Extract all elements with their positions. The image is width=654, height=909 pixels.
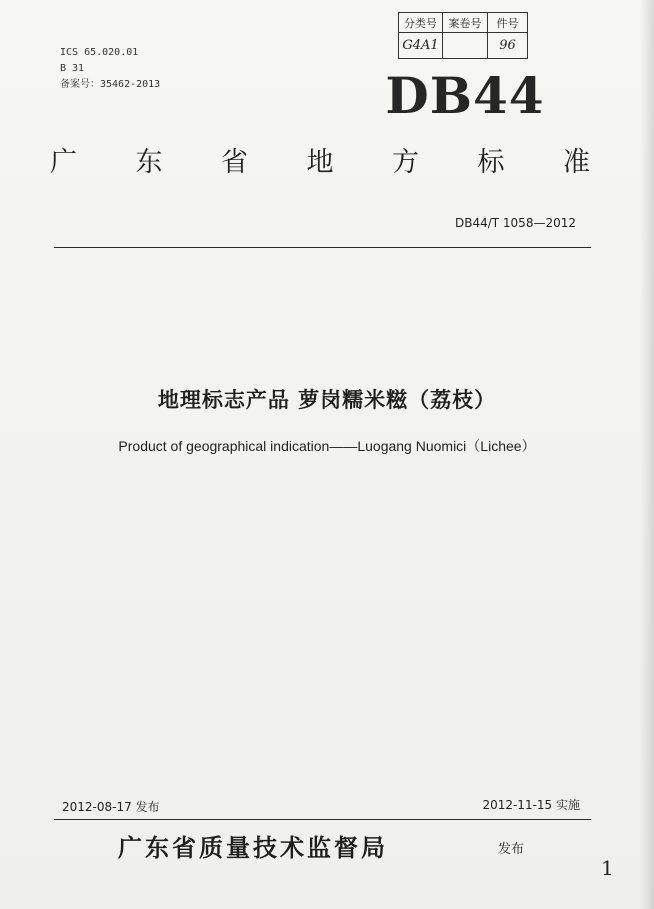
- stamp-value-file: [443, 33, 488, 58]
- issue-label: 发布: [498, 842, 525, 857]
- archive-stamp: [398, 12, 528, 59]
- db-mark-logo: DB44: [385, 66, 545, 125]
- header-char: 东: [135, 147, 163, 178]
- title-chinese: 地理标志产品 萝岗糯米糍（荔枝）: [157, 388, 497, 412]
- stamp-header-category: 分类号: [399, 13, 443, 33]
- bottom-divider: [54, 819, 591, 820]
- classification-meta: [60, 45, 160, 93]
- header-char: 方: [392, 147, 419, 178]
- stamp-value-item: 96: [499, 38, 516, 53]
- ics-code: ICS 65.020.01: [60, 47, 139, 58]
- stamp-header-file: 案卷号: [443, 13, 488, 33]
- page-number: 1: [601, 856, 614, 880]
- top-divider: [54, 247, 591, 248]
- record-number: 备案号：35462-2013: [60, 79, 161, 90]
- header-char: 地: [306, 147, 334, 178]
- standard-category-title: [50, 140, 590, 179]
- stamp-value-category: G4A1: [399, 33, 443, 58]
- title-english: Product of geographical indication——Luogang Nuomici（Lichee）: [118, 438, 536, 454]
- header-char: 标: [477, 147, 505, 178]
- standard-number: DB44/T 1058—2012: [454, 216, 576, 230]
- issue-date: 2012-08-17 发布: [62, 800, 160, 814]
- header-char: 省: [221, 147, 248, 178]
- header-char: 准: [563, 147, 590, 178]
- implementation-date: 2012-11-15 实施: [482, 798, 580, 812]
- header-char: 广: [50, 147, 77, 178]
- ccs-code: B 31: [60, 63, 85, 74]
- issuing-authority: 广东省质量技术监督局: [118, 833, 388, 862]
- stamp-header-item: 件号: [488, 13, 527, 33]
